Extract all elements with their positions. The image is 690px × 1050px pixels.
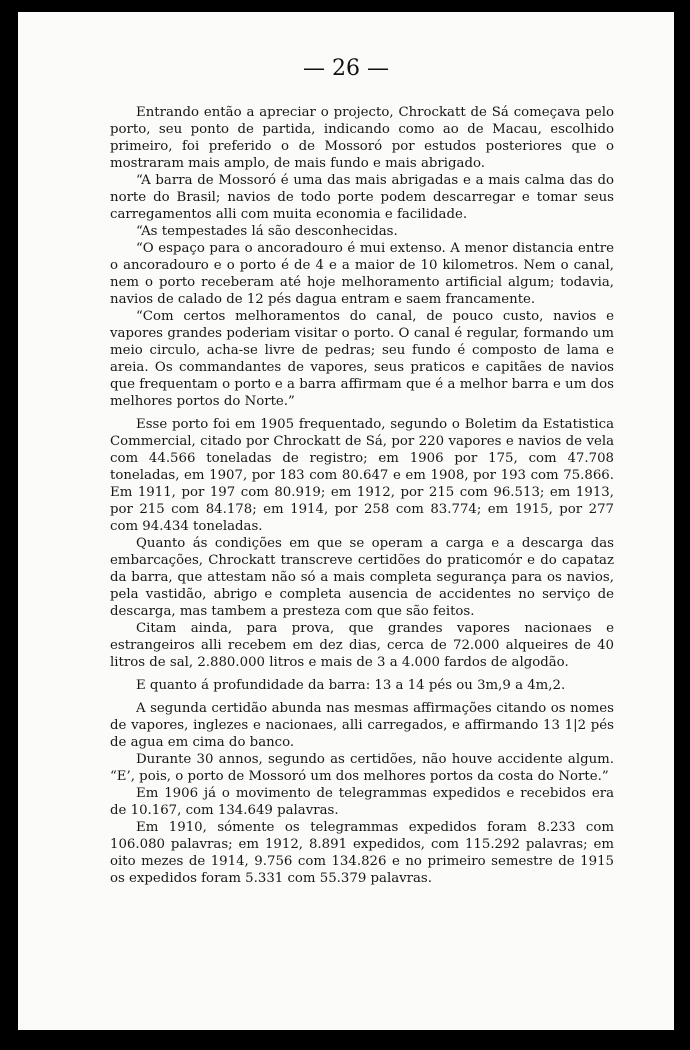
paragraph: “As tempestades lá são desconhecidas.: [136, 224, 398, 239]
paragraph: “Com certos melhoramentos do canal, de pouco custo, navios e vapores grandes poderiam visitar o porto. O canal é regular, formando um meio circulo, acha-se livre de pedras; seu fundo é composto de lama e areia. Os commandantes de vapores, seus praticos e capitães de navios que frequentam o porto e a barra affirmam que é a melhor barra e um dos melhores portos do Norte.”: [110, 309, 614, 409]
paragraph: E quanto á profundidade da barra: 13 a 14 pés ou 3m,9 a 4m,2.: [136, 678, 566, 693]
paragraph: Entrando então a apreciar o projecto, Chrockatt de Sá começava pelo porto, seu ponto de partida, indicando como ao de Macau, escolhido primeiro, foi preferido o de Mossoró por estudos posteriores que o mostraram mais amplo, de mais fundo e mais abrigado.: [110, 105, 614, 171]
paragraph: “O espaço para o ancoradouro é mui extenso. A menor distancia entre o ancoradouro e o porto é de 4 e a maior de 10 kilometros. Nem o canal, nem o porto receberam até hoje melhoramento artificial algum; todavia, navios de calado de 12 pés dagua entram e saem francamente.: [110, 241, 614, 307]
paragraph: “A barra de Mossoró é uma das mais abrigadas e a mais calma das do norte do Brasil; navios de todo porte podem descarregar e tomar seus carregamentos alli com muita economia e facilidade.: [110, 173, 614, 222]
paragraph: Em 1906 já o movimento de telegrammas expedidos e recebidos era de 10.167, com 134.649 palavras.: [110, 786, 614, 818]
paragraph: Durante 30 annos, segundo as certidões, não houve accidente algum. “E’, pois, o porto de Mossoró um dos melhores portos da costa do Norte.”: [110, 752, 614, 784]
paragraph: Citam ainda, para prova, que grandes vapores nacionaes e estrangeiros alli recebem em dez dias, cerca de 72.000 alqueires de 40 litros de sal, 2.880.000 litros e mais de 3 a 4.000 fardos de algodão.: [110, 621, 614, 670]
page-number: — 26 —: [303, 56, 389, 81]
paragraph: A segunda certidão abunda nas mesmas affirmações citando os nomes de vapores, inglezes e nacionaes, alli carregados, e affirmando 13 1|2 pés de agua em cima do banco.: [110, 701, 614, 750]
paragraph: Esse porto foi em 1905 frequentado, segundo o Boletim da Estatistica Commercial, citado por Chrockatt de Sá, por 220 vapores e navios de vela com 44.566 toneladas de registro; em 1906 por 175, com 47.708 toneladas, em 1907, por 183 com 80.647 e em 1908, por 193 com 75.866. Em 1911, por 197 com 80.919; em 1912, por 215 com 96.513; em 1913, por 215 com 84.178; em 1914, por 258 com 83.774; em 1915, por 277 com 94.434 toneladas.: [110, 417, 614, 534]
body-text: [110, 104, 614, 887]
document-page: [18, 12, 674, 1030]
paragraph: Quanto ás condições em que se operam a carga e a descarga das embarcações, Chrockatt transcreve certidões do praticomór e do capataz da barra, que attestam não só a mais completa segurança para os navios, pela vastidão, abrigo e completa ausencia de accidentes no serviço de descarga, mas tambem a presteza com que são feitos.: [110, 536, 614, 619]
paragraph: Em 1910, sómente os telegrammas expedidos foram 8.233 com 106.080 palavras; em 1912, 8.891 expedidos, com 115.292 palavras; em oito mezes de 1914, 9.756 com 134.826 e no primeiro semestre de 1915 os expedidos foram 5.331 com 55.379 palavras.: [110, 820, 614, 886]
